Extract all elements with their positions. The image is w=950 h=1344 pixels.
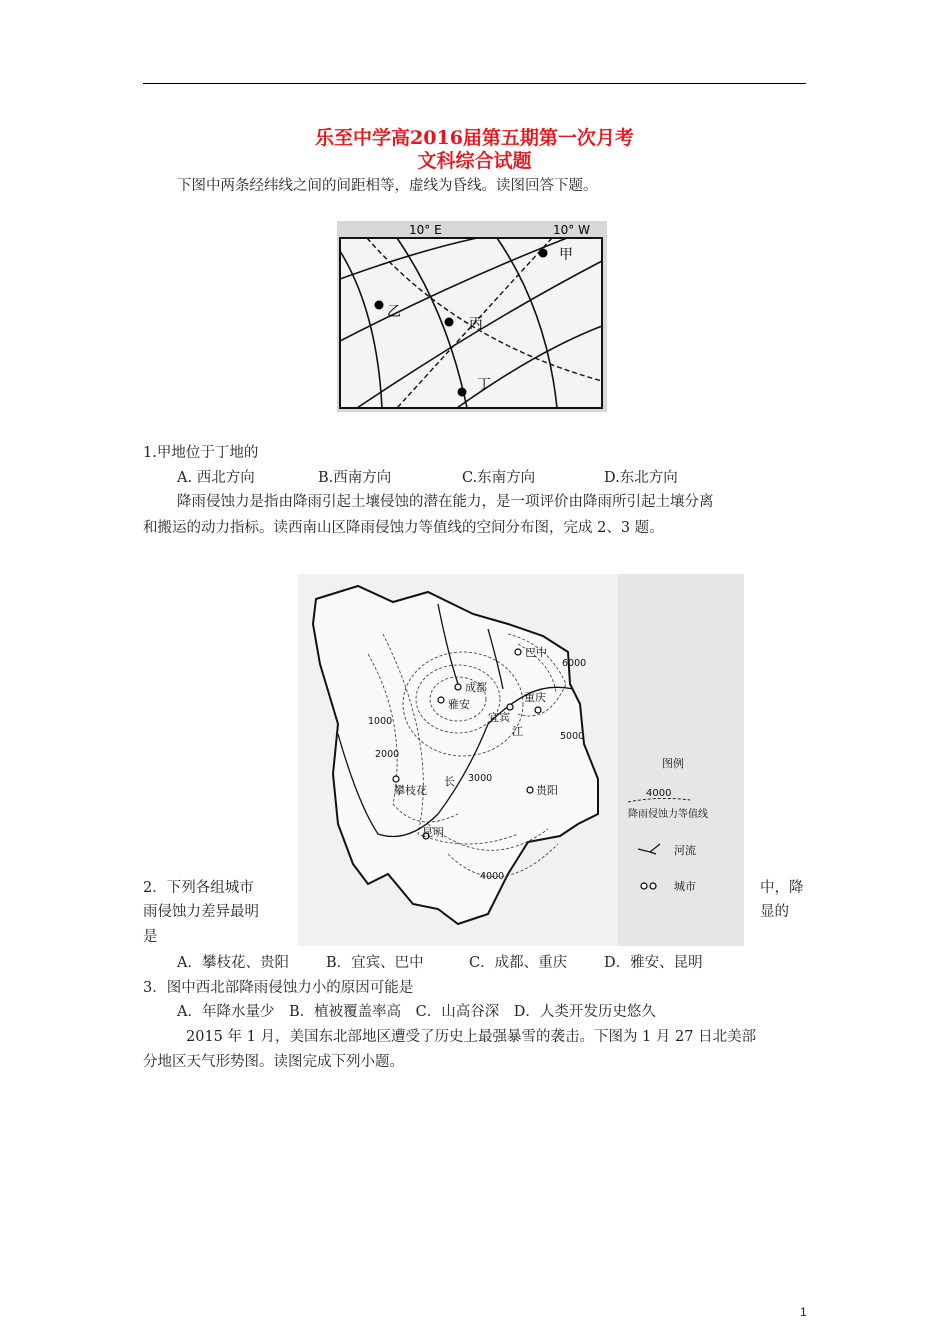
point-ding-label: 丁 bbox=[477, 377, 491, 393]
city-chengdu: 成都 bbox=[465, 681, 487, 694]
intro-question-2-line1: 降雨侵蚀力是指由降雨引起土壤侵蚀的潜在能力，是一项评价由降雨所引起土壤分离 bbox=[177, 494, 714, 510]
graticule-figure bbox=[337, 221, 607, 416]
river-char-jiang: 江 bbox=[512, 725, 523, 738]
q1-option-a: A. 西北方向 bbox=[177, 470, 255, 486]
question-3-stem: 3．图中西北部降雨侵蚀力小的原因可能是 bbox=[143, 980, 414, 996]
q2-option-c: C．成都、重庆 bbox=[469, 955, 568, 971]
contour-3000: 3000 bbox=[468, 773, 493, 784]
question-2-stem-b: 中，降 bbox=[760, 880, 804, 896]
exam-title: 乐至中学高2016届第五期第一次月考 bbox=[315, 127, 634, 149]
q2-option-b: B．宜宾、巴中 bbox=[326, 955, 424, 971]
question-2-stem-d: 显的 bbox=[760, 904, 789, 920]
exam-subtitle: 文科综合试题 bbox=[417, 150, 532, 172]
intro-question-4-line2: 分地区天气形势图。读图完成下列小题。 bbox=[143, 1054, 404, 1070]
legend-title: 图例 bbox=[662, 757, 684, 770]
intro-question-1: 下图中两条经纬线之间的间距相等，虚线为昏线。读图回答下题。 bbox=[177, 178, 598, 194]
city-yibin: 宜宾 bbox=[488, 711, 510, 724]
legend-river-label: 河流 bbox=[674, 844, 696, 857]
question-2-stem-a: 2．下列各组城市 bbox=[143, 880, 254, 896]
point-bing-label: 丙 bbox=[469, 316, 483, 332]
erosivity-map-figure bbox=[298, 574, 744, 950]
contour-2000: 2000 bbox=[375, 749, 400, 760]
q1-option-b: B.西南方向 bbox=[318, 470, 392, 486]
city-panzhihua: 攀枝花 bbox=[394, 784, 427, 797]
city-legend-icon bbox=[641, 883, 647, 889]
river-char-chang: 长 bbox=[444, 775, 455, 788]
header-rule bbox=[143, 83, 806, 84]
intro-question-2-line2: 和搬运的动力指标。读西南山区降雨侵蚀力等值线的空间分布图，完成 2、3 题。 bbox=[143, 520, 664, 536]
question-2-stem-e: 是 bbox=[143, 929, 158, 945]
contour-4000: 4000 bbox=[480, 871, 505, 882]
intro-question-4-line1: 2015 年 1 月，美国东北部地区遭受了历史上最强暴雪的袭击。下图为 1 月 27 日北美部 bbox=[186, 1029, 757, 1045]
q2-option-d: D．雅安、昆明 bbox=[604, 955, 703, 971]
contour-5000: 5000 bbox=[560, 731, 585, 742]
city-guiyang: 贵阳 bbox=[536, 784, 558, 797]
question-1-stem: 1.甲地位于丁地的 bbox=[143, 445, 259, 461]
q3-options: A．年降水量少 B．植被覆盖率高 C．山高谷深 D．人类开发历史悠久 bbox=[177, 1004, 656, 1020]
legend-contour-sample: 4000 bbox=[646, 788, 672, 799]
city-yaan: 雅安 bbox=[448, 698, 470, 711]
city-kunming: 昆明 bbox=[422, 826, 444, 839]
page-number: 1 bbox=[800, 1305, 807, 1319]
city-chongqing: 重庆 bbox=[524, 691, 546, 704]
point-yi-label: 乙 bbox=[387, 304, 401, 320]
legend-city-label: 城市 bbox=[674, 880, 696, 893]
q2-option-a: A．攀枝花、贵阳 bbox=[177, 955, 289, 971]
lon-label-east: 10° E bbox=[409, 223, 442, 237]
legend-contour-label: 降雨侵蚀力等值线 bbox=[628, 809, 708, 820]
city-bazhong: 巴中 bbox=[525, 646, 547, 659]
q1-option-c: C.东南方向 bbox=[462, 470, 536, 486]
q1-option-d: D.东北方向 bbox=[604, 470, 678, 486]
point-jia-label: 甲 bbox=[559, 247, 573, 263]
contour-1000: 1000 bbox=[368, 716, 393, 727]
question-2-stem-c: 雨侵蚀力差异最明 bbox=[143, 904, 259, 920]
contour-6000: 6000 bbox=[562, 658, 587, 669]
lon-label-west: 10° W bbox=[553, 223, 590, 237]
